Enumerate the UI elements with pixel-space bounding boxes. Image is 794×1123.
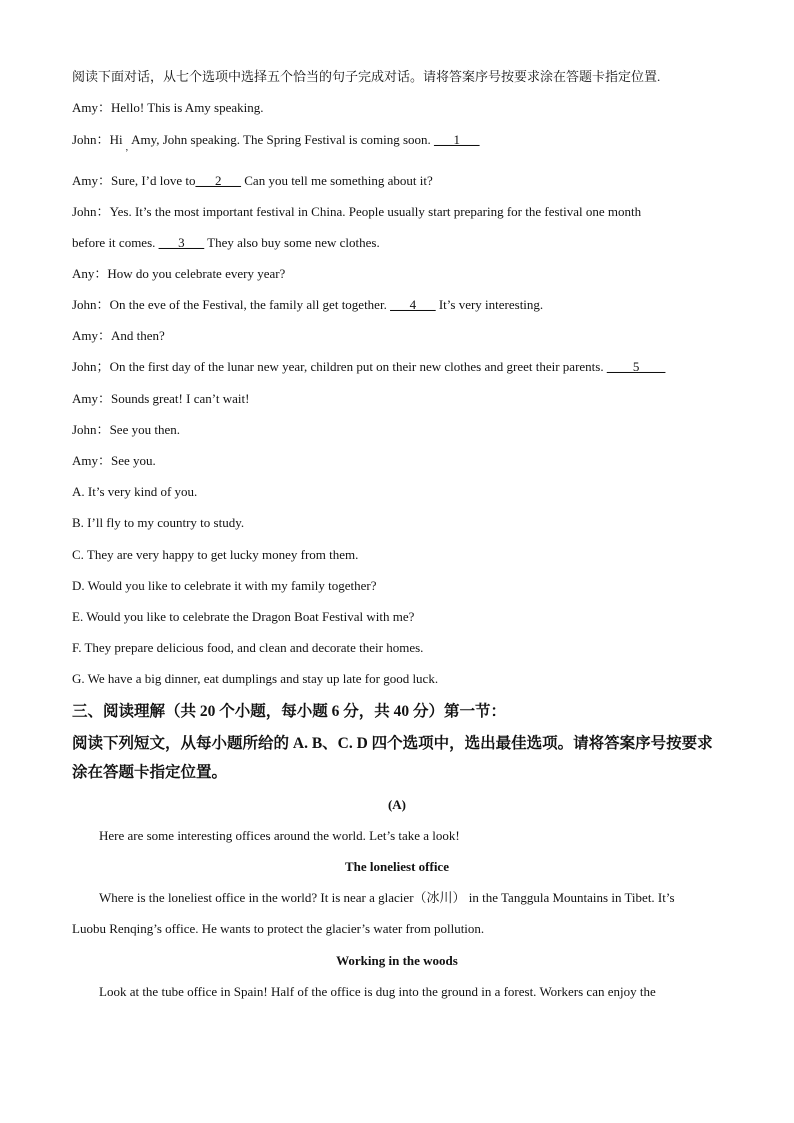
option-d: D. Would you like to celebrate it with my family together? [72, 578, 377, 593]
dialogue-line [72, 235, 380, 251]
misplaced-comma: , [125, 142, 129, 153]
passage-label: (A) [387, 797, 407, 812]
speech: And then? [111, 328, 165, 343]
speech-greeting: Hi [109, 132, 123, 147]
speaker: Amy： [72, 391, 112, 406]
answer-blank-5: ____5____ [606, 359, 666, 374]
speaker: Amy： [72, 453, 112, 468]
speaker: Amy： [72, 328, 112, 343]
answer-blank-4: ___4___ [390, 297, 436, 312]
speaker: John： [72, 297, 110, 312]
option-c: C. They are very happy to get lucky money from them. [72, 547, 359, 562]
speaker: Any： [72, 266, 108, 281]
option-b: B. I’ll fly to my country to study. [72, 515, 245, 530]
paragraph-line: Luobu Renqing’s office. He wants to protect the glacier’s water from pollution. [72, 921, 485, 936]
paragraph-line: Look at the tube office in Spain! Half of the office is dug into the ground in a forest. Workers can enjoy the [99, 984, 656, 999]
speaker: John： [72, 204, 110, 219]
dialogue-line [72, 100, 264, 116]
speech-continued: They also buy some new clothes. [204, 235, 380, 250]
paragraph-line: Where is the loneliest office in the world? It is near a glacier（冰川） in the Tanggula Mountains in Tibet. It’s [99, 890, 675, 905]
speaker: John： [72, 422, 110, 437]
option-f: F. They prepare delicious food, and clean and decorate their homes. [72, 640, 424, 655]
answer-blank-1: ___1___ [434, 132, 480, 147]
dialogue-line [72, 359, 665, 375]
speech: before it comes. [72, 235, 159, 250]
speech-continued: Can you tell me something about it? [241, 173, 433, 188]
dialogue-line [72, 453, 156, 469]
section-heading: 三、阅读理解（共 20 个小题，每小题 6 分，共 40 分）第一节： [72, 703, 507, 720]
dialogue-line [72, 328, 165, 344]
instruction: 阅读下面对话，从七个选项中选择五个恰当的句子完成对话。请将答案序号按要求涂在答题卡指定位置. [72, 69, 661, 84]
speech: Hello! This is Amy speaking. [111, 100, 264, 115]
option-a: A. It’s very kind of you. [72, 484, 198, 499]
dialogue-line [72, 297, 543, 313]
speech: How do you celebrate every year? [107, 266, 286, 281]
dialogue-line [72, 173, 433, 189]
dialogue-line [72, 266, 285, 282]
passage-intro: Here are some interesting offices around the world. Let’s take a look! [99, 828, 460, 843]
speaker: John； [72, 359, 110, 374]
subheading-loneliest-office: The loneliest office [345, 859, 449, 874]
speaker: John： [72, 132, 110, 147]
dialogue-line [72, 204, 641, 220]
dialogue-line [72, 422, 180, 438]
speech: See you then. [109, 422, 180, 437]
speaker: Amy： [72, 100, 112, 115]
speech: Sounds great! I can’t wait! [111, 391, 250, 406]
section-instruction-cont: 涂在答题卡指定位置。 [72, 764, 228, 781]
speech: See you. [111, 453, 156, 468]
option-e: E. Would you like to celebrate the Dragon Boat Festival with me? [72, 609, 415, 624]
dialogue-line [72, 132, 480, 156]
speaker: Amy： [72, 173, 112, 188]
section-instruction: 阅读下列短文，从每小题所给的 A. B、C. D 四个选项中，选出最佳选项。请将答案序号按要求 [72, 735, 713, 752]
speech: On the first day of the lunar new year, children put on their new clothes and greet their parents. [109, 359, 607, 374]
speech: On the eve of the Festival, the family all get together. [109, 297, 391, 312]
subheading-working-in-woods: Working in the woods [336, 953, 458, 968]
answer-blank-3: ___3___ [158, 235, 205, 250]
answer-blank-2: ___2___ [195, 173, 241, 188]
dialogue-line [72, 391, 249, 407]
option-g: G. We have a big dinner, eat dumplings and stay up late for good luck. [72, 671, 439, 686]
speech: Amy, John speaking. The Spring Festival is coming soon. [131, 132, 435, 147]
speech: Yes. It’s the most important festival in China. People usually start preparing for the festival one month [109, 204, 642, 219]
speech-continued: It’s very interesting. [435, 297, 544, 312]
speech: Sure, I’d love to [111, 173, 196, 188]
